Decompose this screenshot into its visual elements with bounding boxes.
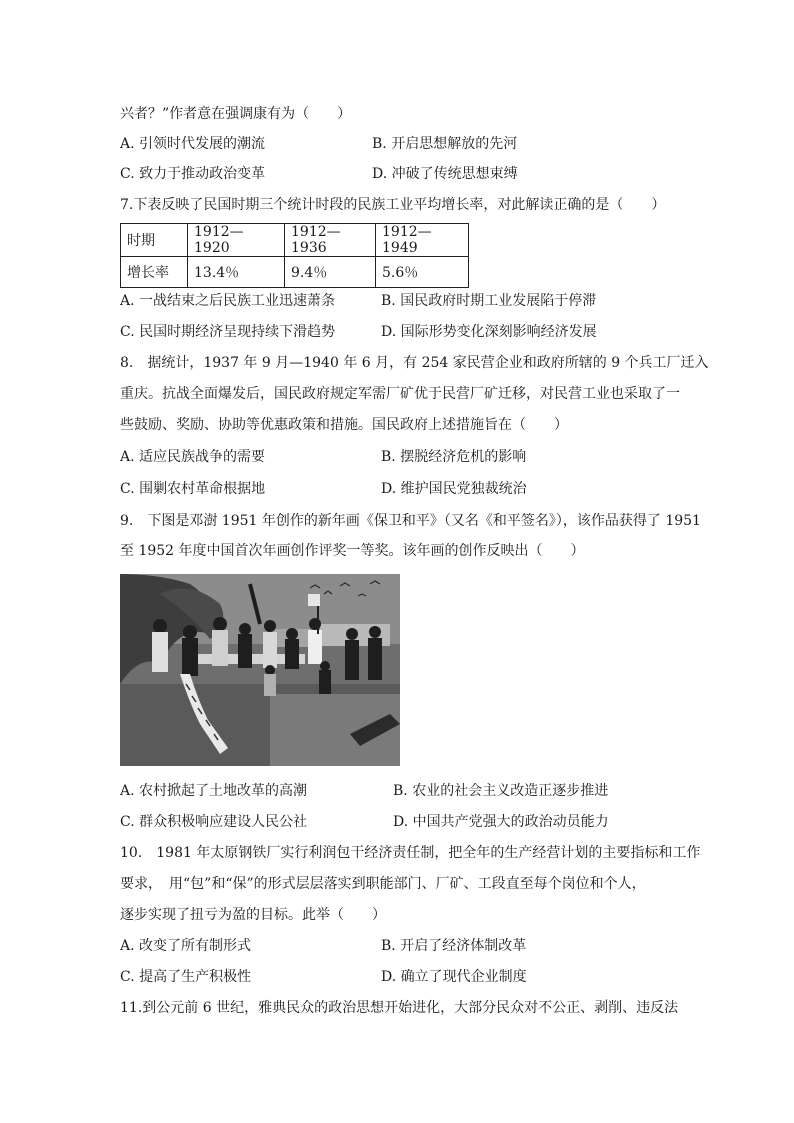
- q6-option-c[interactable]: C. 致力于推动政治变革: [120, 166, 266, 182]
- table-row: [121, 224, 469, 257]
- q10-option-a[interactable]: A. 改变了所有制形式: [120, 938, 252, 954]
- table-header-cell: 增长率: [121, 257, 188, 288]
- table-cell: 1912—1949: [376, 224, 469, 257]
- q9-stem-line: 至 1952 年度中国首次年画创作评奖一等奖。该年画的创作反映出（ ）: [120, 543, 585, 559]
- q8-option-c[interactable]: C. 围剿农村革命根据地: [120, 481, 266, 497]
- q8-stem-line: 重庆。抗战全面爆发后，国民政府规定军需厂矿优于民营厂矿迁移，对民营工业也采取了一: [120, 386, 680, 402]
- q10-option-b[interactable]: B. 开启了经济体制改革: [381, 938, 527, 954]
- q6-option-d[interactable]: D. 冲破了传统思想束缚: [372, 166, 518, 182]
- table-cell: 1912—1936: [285, 224, 376, 257]
- q8-stem-line: 8. 据统计，1937 年 9 月—1940 年 6 月，有 254 家民营企业和政府所辖的 9 个兵工厂迁入: [120, 355, 709, 371]
- q8-option-d[interactable]: D. 维护国民党独裁统治: [381, 481, 527, 497]
- table-cell: 1912—1920: [188, 224, 285, 257]
- table-header-cell: 时期: [121, 224, 188, 257]
- q10-option-d[interactable]: D. 确立了现代企业制度: [381, 969, 527, 985]
- q7-option-c[interactable]: C. 民国时期经济呈现持续下滑趋势: [120, 324, 336, 340]
- table-row: [121, 257, 469, 288]
- q6-stem-tail: 兴者？”作者意在强调康有为（ ）: [120, 106, 352, 122]
- q7-option-a[interactable]: A. 一战结束之后民族工业迅速萧条: [120, 293, 336, 309]
- q10-stem-line: 要求， 用“包”和“保”的形式层层落实到职能部门、厂矿、工段直至每个岗位和个人，: [120, 876, 646, 892]
- q9-option-b[interactable]: B. 农业的社会主义改造正逐步推进: [393, 783, 609, 799]
- q8-stem-line: 些鼓励、奖励、协助等优惠政策和措施。国民政府上述措施旨在（ ）: [120, 417, 568, 433]
- q9-stem-line: 9. 下图是邓澍 1951 年创作的新年画《保卫和平》（又名《和平签名》），该作品获得了 1951: [120, 513, 701, 529]
- q7-option-d[interactable]: D. 国际形势变化深刻影响经济发展: [381, 324, 597, 340]
- new-year-painting-image: [120, 574, 400, 766]
- q7-stem: 7.下表反映了民国时期三个统计时段的民族工业平均增长率，对此解读正确的是（ ）: [120, 197, 666, 213]
- q11-stem: 11.到公元前 6 世纪，雅典民众的政治思想开始进化，大部分民众对不公正、剥削、违反法: [120, 1000, 679, 1016]
- table-cell: 5.6％: [376, 257, 469, 288]
- q9-option-c[interactable]: C. 群众积极响应建设人民公社: [120, 814, 308, 830]
- q10-stem-line: 10. 1981 年太原钢铁厂实行利润包干经济责任制，把全年的生产经营计划的主要指标和工作: [120, 845, 701, 861]
- q7-option-b[interactable]: B. 国民政府时期工业发展陷于停滞: [381, 293, 597, 309]
- q6-option-b[interactable]: B. 开启思想解放的先河: [372, 136, 518, 152]
- q10-option-c[interactable]: C. 提高了生产积极性: [120, 969, 252, 985]
- q9-option-a[interactable]: A. 农村掀起了土地改革的高潮: [120, 783, 308, 799]
- q8-option-b[interactable]: B. 摆脱经济危机的影响: [381, 449, 527, 465]
- q8-option-a[interactable]: A. 适应民族战争的需要: [120, 449, 266, 465]
- q10-stem-line: 逐步实现了扭亏为盈的目标。此举（ ）: [120, 907, 386, 923]
- table-cell: 13.4％: [188, 257, 285, 288]
- q6-option-a[interactable]: A. 引领时代发展的潮流: [120, 136, 266, 152]
- q7-growth-table: [120, 223, 469, 288]
- q9-option-d[interactable]: D. 中国共产党强大的政治动员能力: [393, 814, 609, 830]
- table-cell: 9.4％: [285, 257, 376, 288]
